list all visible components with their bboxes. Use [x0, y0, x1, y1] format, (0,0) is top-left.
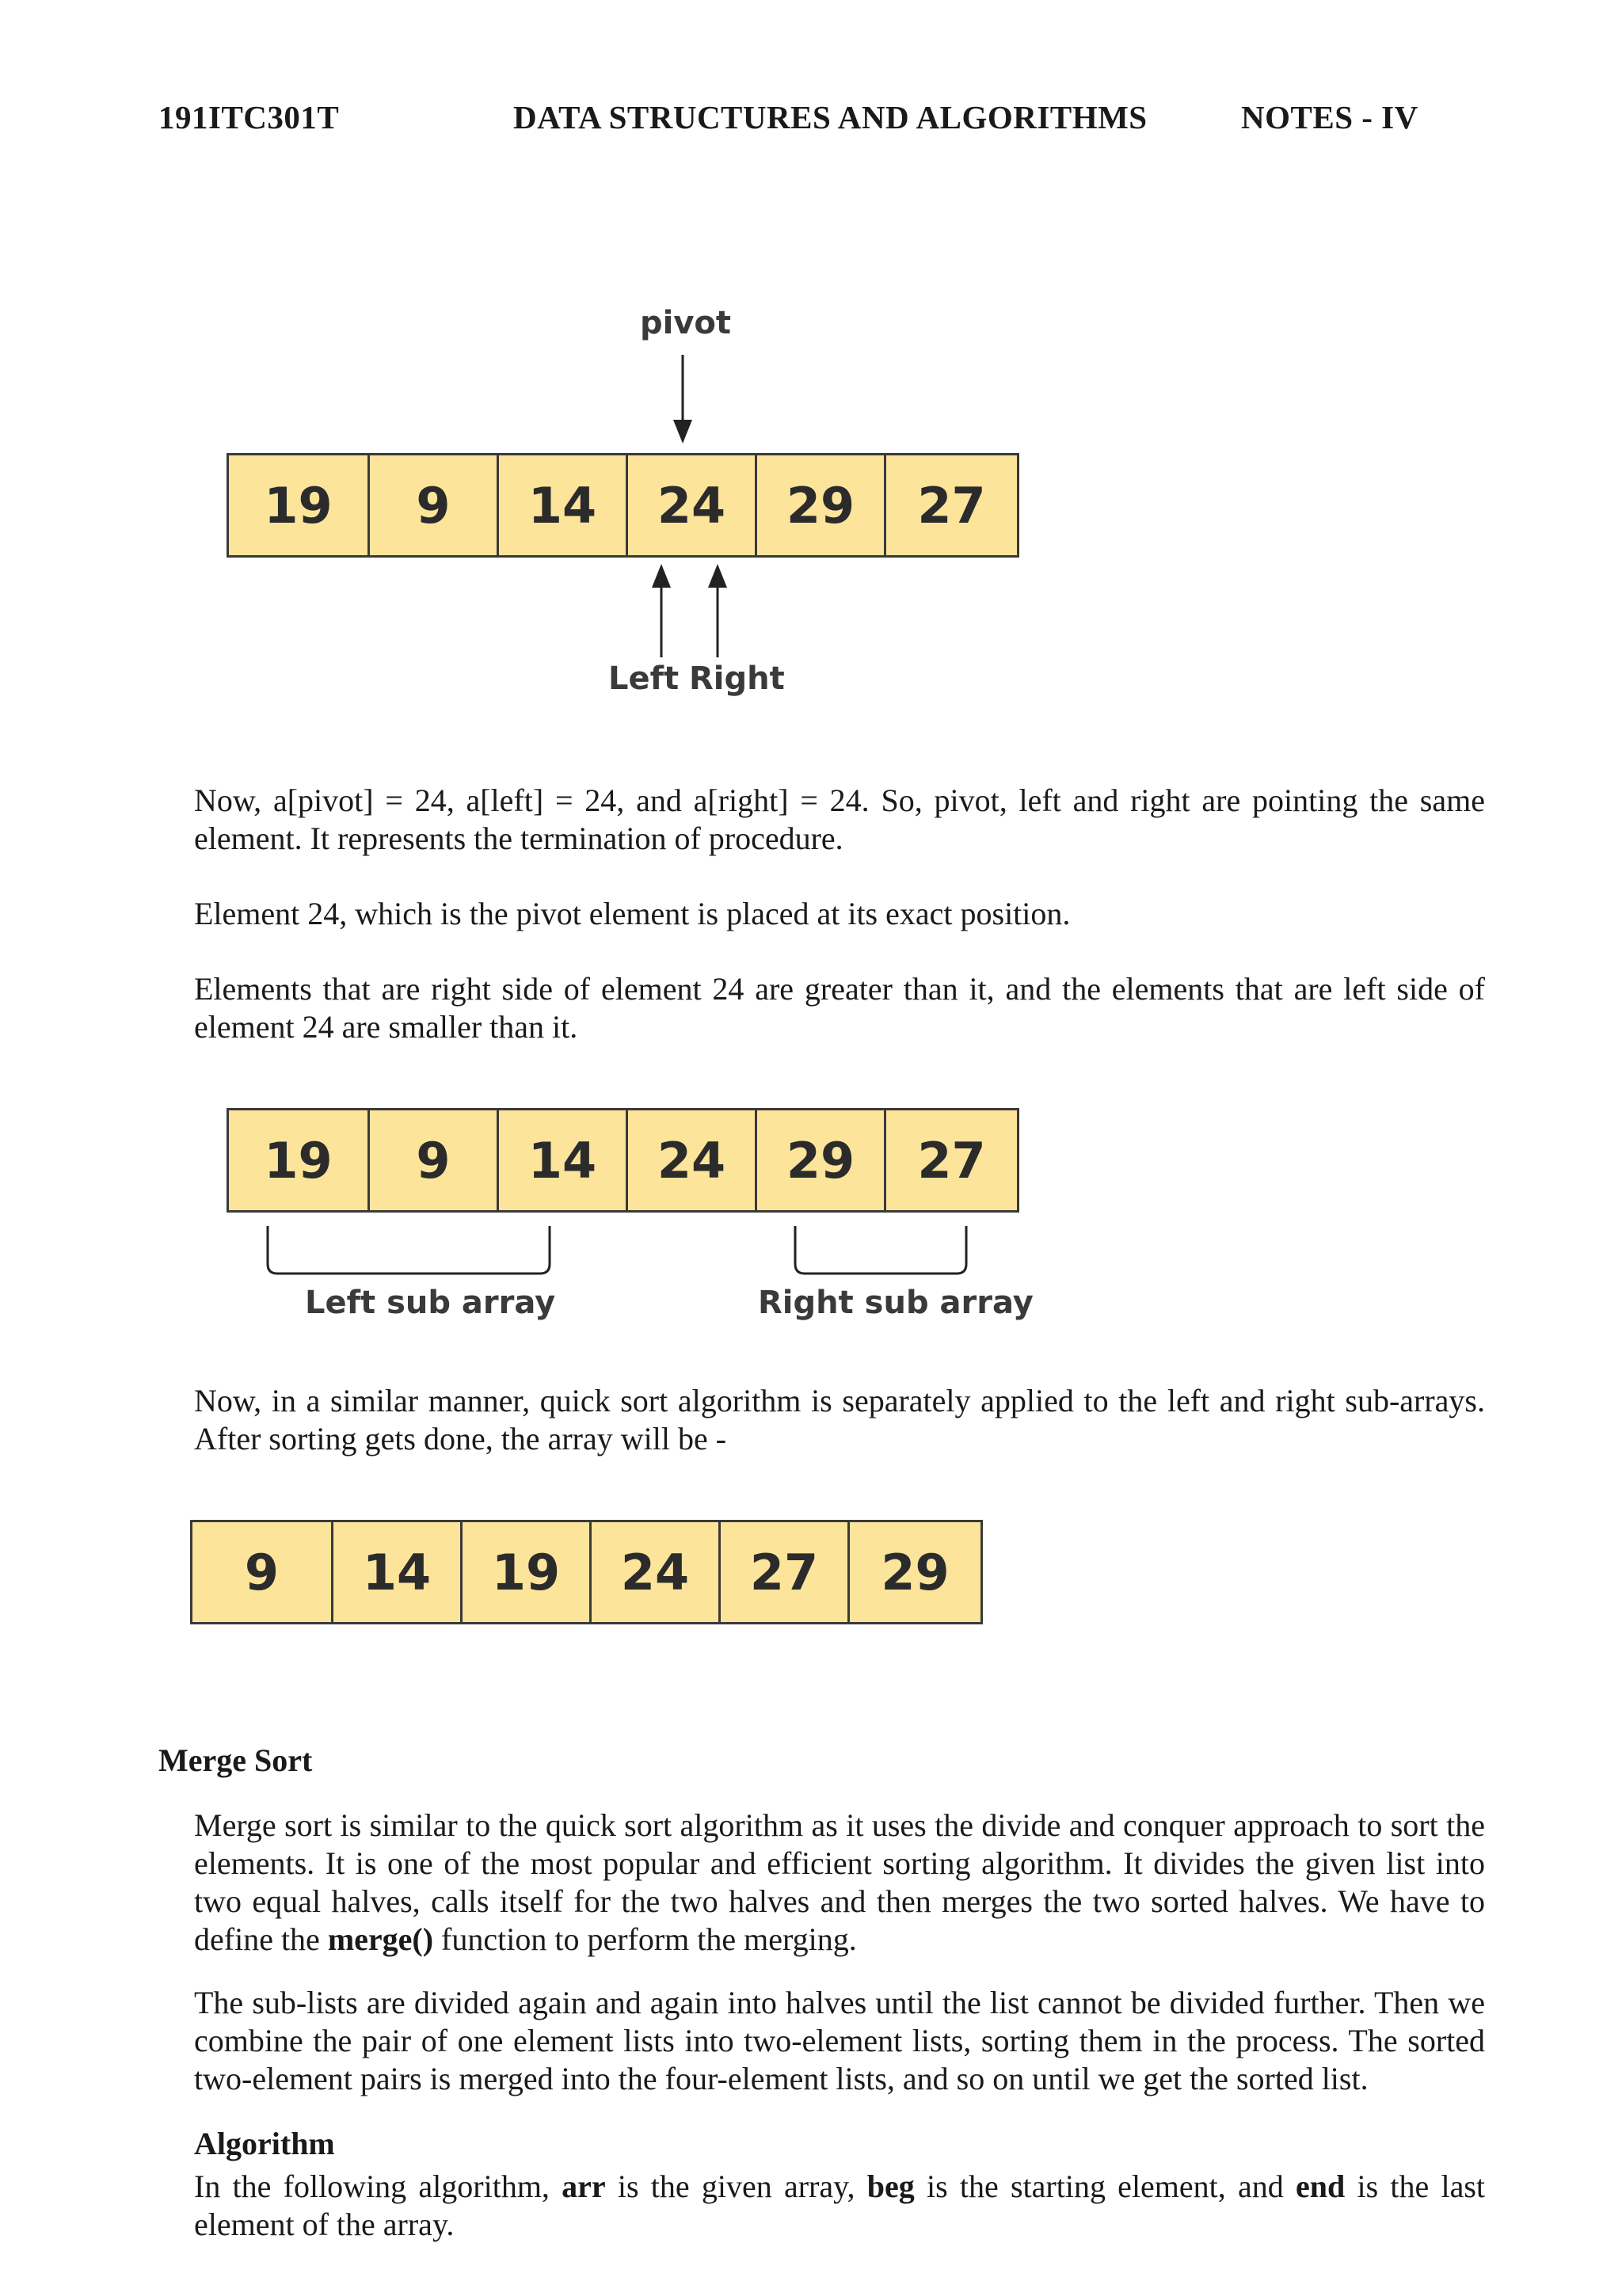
right-pointer-label: Right	[689, 661, 785, 697]
array-cell: 29	[847, 1522, 980, 1622]
paragraph-algorithm-intro: In the following algorithm, arr is the given array, beg is the starting element, and end is the last element of the array.	[194, 2168, 1486, 2242]
paragraph-sub-arrays: Now, in a similar manner, quick sort algorithm is separately applied to the left and right sub-arrays. After sorting gets done, the array will be -	[194, 1383, 1485, 1456]
paragraph-partition: Elements that are right side of element 24 are greater than it, and the elements that are left side of element 24 are smaller than it.	[194, 971, 1485, 1045]
array-cell: 24	[626, 455, 755, 555]
array-cell: 27	[718, 1522, 847, 1622]
array-cell: 9	[244, 1543, 280, 1601]
course-title: DATA STRUCTURES AND ALGORITHMS	[513, 99, 1148, 135]
array-cell: 19	[264, 1131, 333, 1190]
left-pointer-label: Left	[608, 661, 680, 697]
paragraph-merge-intro: Merge sort is similar to the quick sort algorithm as it uses the divide and conquer approach to sort the elements. It is one of the most popular and efficient sorting algorithm. It divides the given list into two equal halves, calls itself for the two halves and then merges the two sorted halves. We have to define the merge() function to perform the merging.	[194, 1807, 1485, 1957]
array-cell: 19	[264, 476, 333, 535]
right-sub-array-label: Right sub array	[758, 1285, 1034, 1321]
array-cell: 27	[884, 455, 1017, 555]
right-sub-array-brace	[795, 1226, 966, 1274]
array-cell: 29	[755, 455, 884, 555]
array-cell: 24	[626, 1110, 755, 1210]
left-sub-array-label: Left sub array	[305, 1285, 556, 1321]
paragraph-termination: Now, a[pivot] = 24, a[left] = 24, and a[right] = 24. So, pivot, left and right are pointing the same element. It represents the termination of procedure.	[194, 782, 1485, 856]
array-cell: 19	[460, 1522, 589, 1622]
array-cell: 14	[497, 1110, 626, 1210]
paragraph-pivot-placed: Element 24, which is the pivot element is placed at its exact position.	[194, 896, 1071, 931]
notes-label: NOTES - IV	[1241, 99, 1418, 135]
algorithm-heading: Algorithm	[194, 2126, 335, 2161]
array-cell: 9	[367, 455, 497, 555]
merge-sort-heading: Merge Sort	[158, 1742, 313, 1778]
pivot-label: pivot	[640, 305, 732, 341]
array-cell: 27	[884, 1110, 1017, 1210]
course-code: 191ITC301T	[158, 99, 340, 135]
array-cell: 24	[589, 1522, 718, 1622]
array-cell: 29	[755, 1110, 884, 1210]
paragraph-merge-process: The sub-lists are divided again and again into halves until the list cannot be divided further. Then we combine the pair of one element lists into two-element lists, sorting them in the process. The sorted two-element pairs is merged into the four-element lists, and so on until we get the sorted list.	[194, 1985, 1485, 2096]
array-cell: 14	[331, 1522, 460, 1622]
array-cell: 14	[497, 455, 626, 555]
array-sorted	[190, 1520, 983, 1624]
array-cell: 9	[367, 1110, 497, 1210]
left-sub-array-brace	[268, 1226, 550, 1274]
